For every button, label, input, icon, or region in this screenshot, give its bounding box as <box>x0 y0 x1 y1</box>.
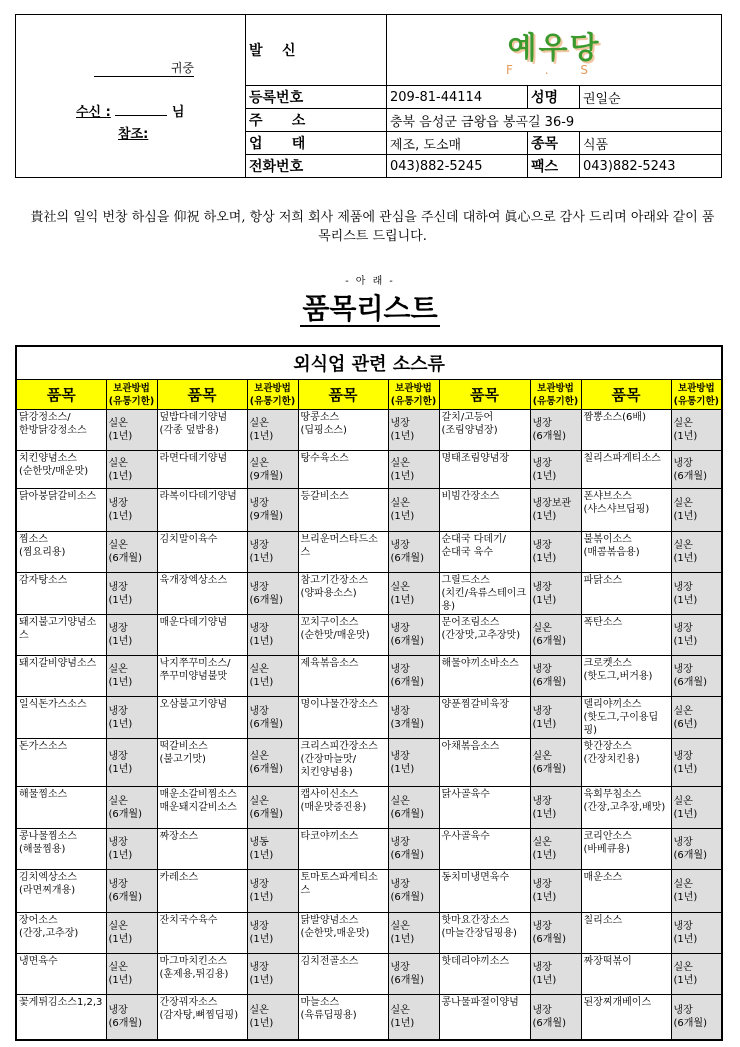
product-name-cell: 잔치국수육수 <box>157 913 247 954</box>
product-name-cell: 명태조림양념장 <box>439 451 530 489</box>
product-name-cell: 라복이다데기양념 <box>157 489 247 532</box>
product-name-cell: 브리운머스타드소스 <box>298 532 388 573</box>
product-name-cell: 닭아붕닭갈비소스 <box>16 489 106 532</box>
table-row <box>16 870 722 913</box>
intro-paragraph: 貴社의 일익 번창 하심을 仰祝 하오며, 항상 저희 회사 제품에 관심을 주신데 대하여 眞心으로 감사 드리며 아래와 같이 품목리스트 드립니다. <box>30 210 715 244</box>
storage-cell: 냉장 (1년) <box>106 697 157 739</box>
fax-value: 043)882-5243 <box>580 155 722 178</box>
category-value: 식품 <box>580 132 722 155</box>
company-logo <box>387 15 722 86</box>
storage-cell: 실온 (1년) <box>671 870 722 913</box>
product-name-cell: 핫데리야끼소스 <box>439 954 530 995</box>
dear-label: 귀중 <box>170 61 194 75</box>
product-name-cell: 우사골육수 <box>439 829 530 870</box>
storage-cell: 냉장 (1년) <box>671 615 722 656</box>
storage-cell: 냉장 (1년) <box>247 532 298 573</box>
storage-cell: 실온 (6개월) <box>530 739 581 787</box>
storage-cell: 냉장 (6개월) <box>388 954 439 995</box>
product-name-cell: 육개장엑상소스 <box>157 573 247 615</box>
table-row <box>16 954 722 995</box>
product-name-cell: 덮밥다데기양념 (각종 덮밥용) <box>157 410 247 451</box>
product-name-cell: 마늘소스 (육류딥핑용) <box>298 995 388 1040</box>
column-header-name: 품목 <box>157 380 247 410</box>
product-name-cell: 타코야끼소스 <box>298 829 388 870</box>
product-name-cell: 오삼불고기양념 <box>157 697 247 739</box>
product-name-cell: 매운소스 <box>581 870 671 913</box>
product-name-cell: 갈치/고등어 (조림양념장) <box>439 410 530 451</box>
storage-cell: 냉장 (6개월) <box>388 615 439 656</box>
storage-cell: 냉장 (1년) <box>530 954 581 995</box>
product-name-cell: 등갈비소스 <box>298 489 388 532</box>
product-name-cell: 돈가스소스 <box>16 739 106 787</box>
storage-cell: 실온 (6개월) <box>247 739 298 787</box>
name-value: 권일순 <box>580 86 722 109</box>
product-name-cell: 라면다데기양념 <box>157 451 247 489</box>
phone-label: 전화번호 <box>246 155 387 178</box>
storage-cell: 냉장 (6개월) <box>671 656 722 697</box>
storage-cell: 냉장 (6개월) <box>671 995 722 1040</box>
storage-cell: 실온 (1년) <box>106 451 157 489</box>
storage-cell: 실온 (1년) <box>106 913 157 954</box>
product-name-cell: 치킨양념소스 (순한맛/매운맛) <box>16 451 106 489</box>
product-name-cell: 칠리스파게티소스 <box>581 451 671 489</box>
product-name-cell: 콩나물찜소스 (해물찜용) <box>16 829 106 870</box>
storage-cell: 냉장 (1년) <box>247 913 298 954</box>
table-row <box>16 697 722 739</box>
storage-cell: 냉장보관 (1년) <box>530 489 581 532</box>
column-header-name: 품목 <box>16 380 106 410</box>
storage-cell: 실온 (1년) <box>671 532 722 573</box>
product-name-cell: 짜장떡볶이 <box>581 954 671 995</box>
product-name-cell: 크로켓소스 (핫도그,버거용) <box>581 656 671 697</box>
storage-cell: 실온 (1년) <box>388 573 439 615</box>
table-row <box>16 739 722 787</box>
product-name-cell: 꼬치구이소스 (순한맛/매운맛) <box>298 615 388 656</box>
storage-cell: 실온 (1년) <box>106 954 157 995</box>
product-name-cell: 냉면육수 <box>16 954 106 995</box>
product-name-cell: 폭탄소스 <box>581 615 671 656</box>
storage-cell: 냉장 (6개월) <box>247 573 298 615</box>
storage-cell: 실온 (1년) <box>671 489 722 532</box>
storage-cell: 냉장 (6개월) <box>530 995 581 1040</box>
table-row <box>16 615 722 656</box>
phone-value: 043)882-5245 <box>387 155 528 178</box>
product-name-cell: 장어소스 (간장,고추장) <box>16 913 106 954</box>
product-name-cell: 땅콩소스 (딥핑소스) <box>298 410 388 451</box>
table-row <box>16 656 722 697</box>
storage-cell: 냉장 (1년) <box>671 739 722 787</box>
storage-cell: 냉장 (6개월) <box>530 410 581 451</box>
product-name-cell: 비빔간장소스 <box>439 489 530 532</box>
product-name-cell: 낙지쭈꾸미소스/ 쭈꾸미양념불맛 <box>157 656 247 697</box>
column-header-storage: 보관방법 (유통기한) <box>388 380 439 410</box>
page-title-text: 품목리스트 <box>302 292 438 325</box>
product-name-cell: 찜소스 (찜요리용) <box>16 532 106 573</box>
product-name-cell: 해물야끼소바소스 <box>439 656 530 697</box>
table-row <box>16 410 722 451</box>
product-name-cell: 매운다데기양념 <box>157 615 247 656</box>
product-table <box>15 345 723 1041</box>
recipient-box <box>16 15 246 178</box>
storage-cell: 냉장 (1년) <box>106 573 157 615</box>
storage-cell: 냉장 (1년) <box>530 573 581 615</box>
product-name-cell: 간장꿔자소스 (감자탕,뼈찜딥핑) <box>157 995 247 1040</box>
table-row <box>16 451 722 489</box>
storage-cell: 냉장 (1년) <box>247 870 298 913</box>
storage-cell: 냉장 (6개월) <box>388 870 439 913</box>
page-title <box>0 287 740 327</box>
storage-cell: 냉장 (6개월) <box>388 532 439 573</box>
storage-cell: 냉장 (1년) <box>671 913 722 954</box>
storage-cell: 냉장 (6개월) <box>530 913 581 954</box>
storage-cell: 냉장 (1년) <box>106 615 157 656</box>
address-label: 주 소 <box>246 109 387 132</box>
storage-cell: 실온 (1년) <box>530 829 581 870</box>
product-name-cell: 떡갈비소스 (불고기맛) <box>157 739 247 787</box>
logo-text: 예우당 <box>507 31 601 66</box>
storage-cell: 실온 (6개월) <box>530 615 581 656</box>
storage-cell: 냉장 (1년) <box>671 573 722 615</box>
product-name-cell: 문어조림소스 (간장맛,고추장맛) <box>439 615 530 656</box>
product-name-cell: 짬뽕소스(6배) <box>581 410 671 451</box>
recipient-label: 수신 : <box>76 105 111 120</box>
product-name-cell: 해물찜소스 <box>16 787 106 829</box>
product-name-cell: 폰샤브소스 (샤스샤브딥핑) <box>581 489 671 532</box>
storage-cell: 냉장 (6개월) <box>388 656 439 697</box>
sender-info-table <box>15 14 722 178</box>
product-name-cell: 델리야끼소스 (핫도그,구이용딥핑) <box>581 697 671 739</box>
reg-value: 209-81-44114 <box>387 86 528 109</box>
product-name-cell: 코리안소스 (바베큐용) <box>581 829 671 870</box>
product-name-cell: 명이나물간장소스 <box>298 697 388 739</box>
product-name-cell: 돼지갈비양념소스 <box>16 656 106 697</box>
product-name-cell: 토마토스파게티소스 <box>298 870 388 913</box>
product-name-cell: 닭발양념소스 (순한맛,매운맛) <box>298 913 388 954</box>
product-name-cell: 파닭소스 <box>581 573 671 615</box>
storage-cell: 냉장 (1년) <box>530 697 581 739</box>
storage-cell: 실온 (1년) <box>247 656 298 697</box>
storage-cell: 실온 (6개월) <box>106 532 157 573</box>
storage-cell: 실온 (1년) <box>388 913 439 954</box>
product-name-cell: 불볶이소스 (매콤볶음용) <box>581 532 671 573</box>
storage-cell: 실온 (6년) <box>671 697 722 739</box>
storage-cell: 냉장 (1년) <box>247 954 298 995</box>
column-header-name: 품목 <box>439 380 530 410</box>
product-name-cell: 캡사이신소스 (매운맛증진용) <box>298 787 388 829</box>
storage-cell: 실온 (1년) <box>671 787 722 829</box>
subheading: - 아 래 - <box>345 276 395 287</box>
storage-cell: 실온 (1년) <box>106 410 157 451</box>
table-row <box>16 995 722 1040</box>
product-name-cell: 김치말이육수 <box>157 532 247 573</box>
product-name-cell: 아채볶음소스 <box>439 739 530 787</box>
table-row <box>16 532 722 573</box>
storage-cell: 실온 (6개월) <box>388 787 439 829</box>
storage-cell: 냉장 (6개월) <box>671 451 722 489</box>
storage-cell: 실온 (1년) <box>671 954 722 995</box>
storage-cell: 실온 (1년) <box>247 410 298 451</box>
column-header-storage: 보관방법 (유통기한) <box>530 380 581 410</box>
product-name-cell: 된장찌개베이스 <box>581 995 671 1040</box>
product-name-cell: 제육볶음소스 <box>298 656 388 697</box>
product-name-cell: 그릴드소스 (치킨/육류스테이크용) <box>439 573 530 615</box>
product-name-cell: 양푼찜갈비육장 <box>439 697 530 739</box>
storage-cell: 실온 (1년) <box>106 656 157 697</box>
product-name-cell: 콩나물파절이양념 <box>439 995 530 1040</box>
storage-cell: 냉장 (1년) <box>530 870 581 913</box>
product-name-cell: 돼지불고기양념소스 <box>16 615 106 656</box>
product-name-cell: 마그마치킨소스 (훈제용,튀김용) <box>157 954 247 995</box>
storage-cell: 냉동 (1년) <box>247 829 298 870</box>
storage-cell: 실온 (1년) <box>247 995 298 1040</box>
column-header-name: 품목 <box>298 380 388 410</box>
storage-cell: 냉장 (1년) <box>388 739 439 787</box>
reg-label: 등록번호 <box>246 86 387 109</box>
storage-cell: 냉장 (6개월) <box>671 829 722 870</box>
storage-cell: 냉장 (6개월) <box>388 829 439 870</box>
storage-cell: 실온 (1년) <box>671 410 722 451</box>
product-name-cell: 김치전골소스 <box>298 954 388 995</box>
table-row <box>16 787 722 829</box>
product-name-cell: 칠리소스 <box>581 913 671 954</box>
storage-cell: 냉장 (1년) <box>106 489 157 532</box>
table-row <box>16 829 722 870</box>
product-name-cell: 감자탕소스 <box>16 573 106 615</box>
product-name-cell: 카레소스 <box>157 870 247 913</box>
storage-cell: 냉장 (6개월) <box>247 697 298 739</box>
storage-cell: 냉장 (1년) <box>530 532 581 573</box>
storage-cell: 냉장 (6개월) <box>106 995 157 1040</box>
business-value: 제조, 도소매 <box>387 132 528 155</box>
storage-cell: 실온 (1년) <box>388 995 439 1040</box>
product-name-cell: 닭강정소스/ 한방닭강정소스 <box>16 410 106 451</box>
product-name-cell: 핫마요간장소스 (마늘간장딥핑용) <box>439 913 530 954</box>
category-label: 종목 <box>528 132 580 155</box>
storage-cell: 냉장 (6개월) <box>530 656 581 697</box>
product-name-cell: 닭사골육수 <box>439 787 530 829</box>
storage-cell: 냉장 (1년) <box>247 615 298 656</box>
sender-label: 발 신 <box>246 15 387 86</box>
storage-cell: 실온 (1년) <box>388 451 439 489</box>
product-name-cell: 짜장소스 <box>157 829 247 870</box>
table-row <box>16 913 722 954</box>
storage-cell: 실온 (6개월) <box>247 787 298 829</box>
product-name-cell: 매운소갈비찜소스 매운돼지갈비소스 <box>157 787 247 829</box>
fax-label: 팩스 <box>528 155 580 178</box>
column-header-name: 품목 <box>581 380 671 410</box>
product-name-cell: 참고기간장소스 (양파용소스) <box>298 573 388 615</box>
product-name-cell: 육회무침소스 (간장,고추장,배맛) <box>581 787 671 829</box>
storage-cell: 냉장 (6개월) <box>106 870 157 913</box>
product-name-cell: 동치미냉면육수 <box>439 870 530 913</box>
product-name-cell: 탕수육소스 <box>298 451 388 489</box>
column-header-storage: 보관방법 (유통기한) <box>671 380 722 410</box>
storage-cell: 냉장 (3개월) <box>388 697 439 739</box>
address-value: 충북 음성군 금왕읍 봉곡길 36-9 <box>387 109 722 132</box>
logo-subtext: F . S <box>506 63 602 77</box>
storage-cell: 냉장 (9개월) <box>247 489 298 532</box>
product-name-cell: 크리스피간장소스 (간장마늘맛/ 치킨양념용) <box>298 739 388 787</box>
name-label: 성명 <box>528 86 580 109</box>
storage-cell: 실온 (9개월) <box>247 451 298 489</box>
business-label: 업 태 <box>246 132 387 155</box>
storage-cell: 냉장 (1년) <box>106 829 157 870</box>
table-row <box>16 489 722 532</box>
product-name-cell: 김치엑상소스 (라면찌개용) <box>16 870 106 913</box>
storage-cell: 냉장 (1년) <box>106 739 157 787</box>
table-row <box>16 573 722 615</box>
storage-cell: 냉장 (1년) <box>388 410 439 451</box>
storage-cell: 냉장 (1년) <box>530 787 581 829</box>
storage-cell: 냉장 (1년) <box>530 451 581 489</box>
column-header-storage: 보관방법 (유통기한) <box>106 380 157 410</box>
reference-label: 참조: <box>118 127 149 142</box>
recipient-suffix: 님 <box>171 105 185 120</box>
product-name-cell: 꽃게튀김소스1,2,3 <box>16 995 106 1040</box>
storage-cell: 실온 (1년) <box>388 489 439 532</box>
table-caption: 외식업 관련 소스류 <box>16 346 722 380</box>
storage-cell: 실온 (6개월) <box>106 787 157 829</box>
column-header-storage: 보관방법 (유통기한) <box>247 380 298 410</box>
product-name-cell: 핫간장소스 (간장치킨용) <box>581 739 671 787</box>
product-name-cell: 일식돈가스소스 <box>16 697 106 739</box>
product-name-cell: 순대국 다데기/ 순대국 육수 <box>439 532 530 573</box>
